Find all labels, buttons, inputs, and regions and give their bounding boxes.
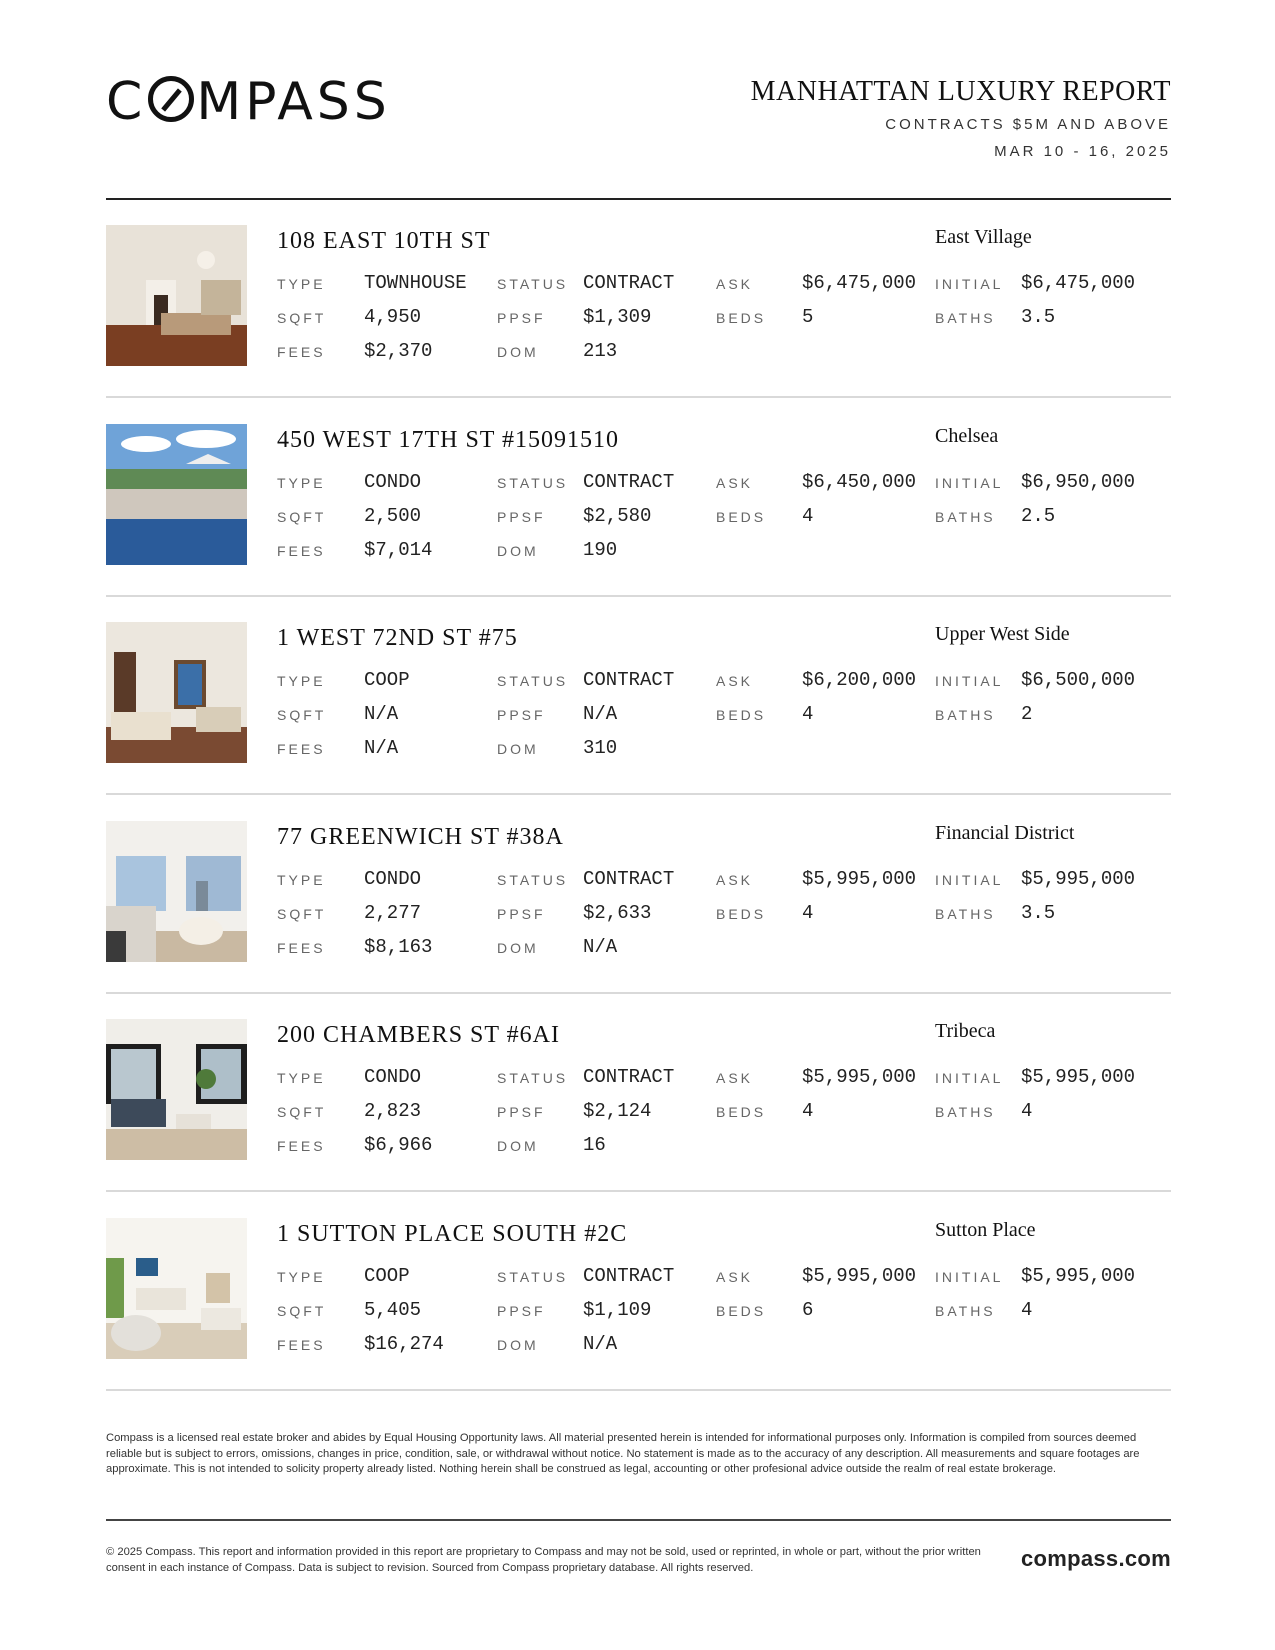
sqft-label: SQFT	[277, 310, 327, 326]
baths-label: BATHS	[935, 1303, 996, 1319]
listing-photo	[106, 1218, 247, 1359]
fees-label: FEES	[277, 1337, 326, 1353]
ask-value: $6,200,000	[802, 669, 917, 691]
initial-label: INITIAL	[935, 1269, 1004, 1285]
listing-neighborhood: Financial District	[935, 822, 1075, 844]
dom-value: 16	[583, 1134, 606, 1156]
initial-value: $6,950,000	[1021, 471, 1136, 493]
listing-address: 108 EAST 10TH ST	[277, 228, 491, 254]
type-value: CONDO	[364, 471, 422, 493]
sqft-label: SQFT	[277, 509, 327, 525]
listing-row	[106, 597, 1171, 795]
beds-label: BEDS	[716, 1104, 767, 1120]
beds-value: 4	[802, 1100, 814, 1122]
initial-label: INITIAL	[935, 673, 1004, 689]
baths-label: BATHS	[935, 310, 996, 326]
status-value: CONTRACT	[583, 669, 675, 691]
fees-value: $7,014	[364, 539, 433, 561]
dom-label: DOM	[497, 741, 539, 757]
listing-photo	[106, 225, 247, 366]
initial-label: INITIAL	[935, 276, 1004, 292]
sqft-value: 4,950	[364, 306, 422, 328]
ppsf-value: $1,309	[583, 306, 652, 328]
listing-neighborhood: Upper West Side	[935, 623, 1070, 645]
type-value: CONDO	[364, 868, 422, 890]
ask-label: ASK	[716, 1070, 754, 1086]
dom-value: 190	[583, 539, 618, 561]
beds-label: BEDS	[716, 707, 767, 723]
ppsf-label: PPSF	[497, 906, 546, 922]
type-label: TYPE	[277, 673, 326, 689]
sqft-label: SQFT	[277, 707, 327, 723]
report-date-range: MAR 10 - 16, 2025	[994, 143, 1171, 160]
type-label: TYPE	[277, 1070, 326, 1086]
fees-value: $8,163	[364, 936, 433, 958]
beds-label: BEDS	[716, 509, 767, 525]
dom-value: N/A	[583, 936, 618, 958]
ask-label: ASK	[716, 475, 754, 491]
type-value: TOWNHOUSE	[364, 272, 467, 294]
baths-value: 3.5	[1021, 306, 1056, 328]
fees-value: $2,370	[364, 340, 433, 362]
status-label: STATUS	[497, 1269, 569, 1285]
ppsf-value: $2,124	[583, 1100, 652, 1122]
listing-photo	[106, 821, 247, 962]
fees-label: FEES	[277, 344, 326, 360]
ask-label: ASK	[716, 673, 754, 689]
listing-address: 200 CHAMBERS ST #6AI	[277, 1022, 560, 1048]
type-label: TYPE	[277, 475, 326, 491]
listing-row	[106, 1193, 1171, 1391]
status-value: CONTRACT	[583, 1265, 675, 1287]
ppsf-label: PPSF	[497, 707, 546, 723]
fees-value: $6,966	[364, 1134, 433, 1156]
ppsf-value: $2,633	[583, 902, 652, 924]
ppsf-label: PPSF	[497, 1303, 546, 1319]
ask-label: ASK	[716, 276, 754, 292]
initial-value: $5,995,000	[1021, 1066, 1136, 1088]
ppsf-label: PPSF	[497, 310, 546, 326]
ask-value: $6,475,000	[802, 272, 917, 294]
dom-label: DOM	[497, 940, 539, 956]
type-label: TYPE	[277, 276, 326, 292]
fees-value: $16,274	[364, 1333, 444, 1355]
baths-value: 4	[1021, 1299, 1033, 1321]
sqft-label: SQFT	[277, 1104, 327, 1120]
status-label: STATUS	[497, 475, 569, 491]
beds-value: 4	[802, 505, 814, 527]
dom-label: DOM	[497, 344, 539, 360]
status-label: STATUS	[497, 1070, 569, 1086]
ppsf-label: PPSF	[497, 509, 546, 525]
disclaimer-text: Compass is a licensed real estate broker and abides by Equal Housing Opportunity laws. All material presented herein is intended for informational purposes only. Information is compiled from sources deemed reliable but is subject to errors, omissions, changes in price, condition, sale, or withdrawal without notice. No statement is made as to the accuracy of any description. All measurements and square footages are approximate. This is not intended to solicity property already listed. Nothing herein shall be construed as legal, accounting or other profesional advice outside the realm of real estate brokerage.	[106, 1432, 1140, 1475]
fees-label: FEES	[277, 1138, 326, 1154]
listing-neighborhood: Tribeca	[935, 1020, 996, 1042]
fees-value: N/A	[364, 737, 399, 759]
beds-value: 5	[802, 306, 814, 328]
initial-value: $5,995,000	[1021, 1265, 1136, 1287]
sqft-value: 2,277	[364, 902, 422, 924]
ask-value: $5,995,000	[802, 1265, 917, 1287]
initial-label: INITIAL	[935, 475, 1004, 491]
listing-row	[106, 796, 1171, 994]
sqft-value: N/A	[364, 703, 399, 725]
listing-address: 1 SUTTON PLACE SOUTH #2C	[277, 1221, 628, 1247]
status-value: CONTRACT	[583, 868, 675, 890]
listing-address: 77 GREENWICH ST #38A	[277, 824, 564, 850]
listing-photo	[106, 424, 247, 565]
baths-value: 2.5	[1021, 505, 1056, 527]
ppsf-value: $1,109	[583, 1299, 652, 1321]
fees-label: FEES	[277, 940, 326, 956]
listing-photo	[106, 622, 247, 763]
ask-value: $5,995,000	[802, 1066, 917, 1088]
copyright-text: © 2025 Compass. This report and information provided in this report are proprietary to Compass and may not be sold, used or reprinted, in whole or part, without the prior written consent in each instance of Compass. Data is subject to revision. Sourced from Compass proprietary database. All rights reserved.	[106, 1546, 981, 1574]
sqft-label: SQFT	[277, 906, 327, 922]
status-value: CONTRACT	[583, 1066, 675, 1088]
type-label: TYPE	[277, 1269, 326, 1285]
listing-divider	[106, 793, 1171, 795]
beds-label: BEDS	[716, 310, 767, 326]
initial-label: INITIAL	[935, 1070, 1004, 1086]
beds-label: BEDS	[716, 1303, 767, 1319]
baths-label: BATHS	[935, 509, 996, 525]
dom-label: DOM	[497, 1337, 539, 1353]
baths-label: BATHS	[935, 906, 996, 922]
baths-value: 2	[1021, 703, 1033, 725]
sqft-value: 2,500	[364, 505, 422, 527]
beds-label: BEDS	[716, 906, 767, 922]
dom-value: N/A	[583, 1333, 618, 1355]
compass-logo-o-icon	[148, 76, 194, 122]
baths-label: BATHS	[935, 707, 996, 723]
listing-divider	[106, 396, 1171, 398]
sqft-label: SQFT	[277, 1303, 327, 1319]
baths-value: 4	[1021, 1100, 1033, 1122]
type-value: COOP	[364, 1265, 410, 1287]
type-label: TYPE	[277, 872, 326, 888]
ask-value: $5,995,000	[802, 868, 917, 890]
initial-value: $5,995,000	[1021, 868, 1136, 890]
status-value: CONTRACT	[583, 272, 675, 294]
listing-divider	[106, 1389, 1171, 1391]
dom-value: 310	[583, 737, 618, 759]
dom-label: DOM	[497, 543, 539, 559]
listing-address: 1 WEST 72ND ST #75	[277, 625, 518, 651]
listing-address: 450 WEST 17TH ST #15091510	[277, 427, 620, 453]
sqft-value: 5,405	[364, 1299, 422, 1321]
ppsf-label: PPSF	[497, 1104, 546, 1120]
listing-divider	[106, 1190, 1171, 1192]
footer-divider	[106, 1519, 1171, 1521]
listing-row	[106, 200, 1171, 398]
ask-label: ASK	[716, 1269, 754, 1285]
listing-row	[106, 399, 1171, 597]
beds-value: 4	[802, 902, 814, 924]
initial-value: $6,475,000	[1021, 272, 1136, 294]
dom-label: DOM	[497, 1138, 539, 1154]
status-label: STATUS	[497, 872, 569, 888]
status-value: CONTRACT	[583, 471, 675, 493]
dom-value: 213	[583, 340, 618, 362]
listing-photo	[106, 1019, 247, 1160]
listing-neighborhood: Chelsea	[935, 425, 999, 447]
ask-label: ASK	[716, 872, 754, 888]
ppsf-value: N/A	[583, 703, 618, 725]
site-link[interactable]: compass.com	[1020, 1546, 1171, 1571]
listing-neighborhood: East Village	[935, 226, 1032, 248]
type-value: CONDO	[364, 1066, 422, 1088]
baths-value: 3.5	[1021, 902, 1056, 924]
initial-value: $6,500,000	[1021, 669, 1136, 691]
fees-label: FEES	[277, 543, 326, 559]
baths-label: BATHS	[935, 1104, 996, 1120]
status-label: STATUS	[497, 673, 569, 689]
initial-label: INITIAL	[935, 872, 1004, 888]
beds-value: 4	[802, 703, 814, 725]
listing-neighborhood: Sutton Place	[935, 1219, 1036, 1241]
report-subtitle: CONTRACTS $5M AND ABOVE	[885, 116, 1171, 133]
beds-value: 6	[802, 1299, 814, 1321]
status-label: STATUS	[497, 276, 569, 292]
fees-label: FEES	[277, 741, 326, 757]
report-title: MANHATTAN LUXURY REPORT	[750, 76, 1171, 107]
ppsf-value: $2,580	[583, 505, 652, 527]
listing-row	[106, 994, 1171, 1192]
ask-value: $6,450,000	[802, 471, 917, 493]
sqft-value: 2,823	[364, 1100, 422, 1122]
compass-logo: C MPASS	[106, 72, 391, 132]
type-value: COOP	[364, 669, 410, 691]
